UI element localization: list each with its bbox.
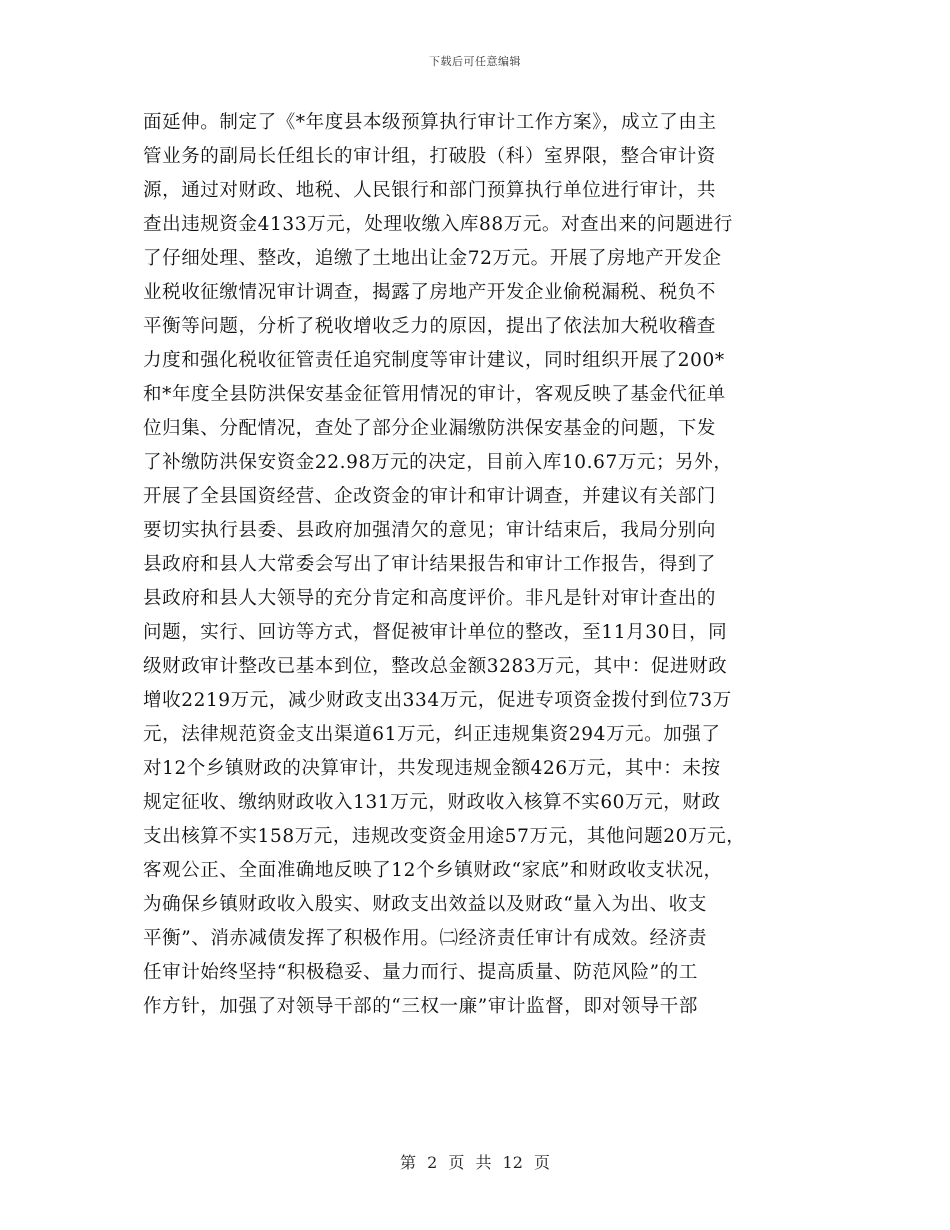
- body-line: 源，通过对财政、地税、人民银行和部门预算执行单位进行审计，共: [143, 180, 717, 201]
- body-line: 作方针，加强了对领导干部的“三权一廉”审计监督，即对领导干部: [143, 996, 698, 1017]
- body-line: 为确保乡镇财政收入殷实、财政支出效益以及财政“量入为出、收支: [143, 894, 707, 915]
- body-line: 开展了全县国资经营、企改资金的审计和审计调查，并建议有关部门: [143, 486, 717, 507]
- body-line: 问题，实行、回访等方式，督促被审计单位的整改，至11月30日，同: [143, 622, 728, 643]
- body-line: 力度和强化税收征管责任追究制度等审计建议，同时组织开展了200*: [143, 350, 725, 371]
- body-line: 级财政审计整改已基本到位，整改总金额3283万元，其中：促进财政: [143, 656, 728, 677]
- body-line: 支出核算不实158万元，违规改变资金用途57万元，其他问题20万元，: [143, 826, 746, 847]
- body-line: 和*年度全县防洪保安基金征管用情况的审计，客观反映了基金代征单: [143, 384, 726, 405]
- body-line: 客观公正、全面准确地反映了12个乡镇财政“家底”和财政收支状况，: [143, 860, 723, 881]
- body-line: 任审计始终坚持“积极稳妥、量力而行、提高质量、防范风险”的工: [143, 962, 698, 983]
- page-header: 下载后可任意编辑: [429, 55, 521, 68]
- body-line: 管业务的副局长任组长的审计组，打破股（科）室界限，整合审计资: [143, 146, 717, 167]
- body-line: 查出违规资金4133万元，处理收缴入库88万元。对查出来的问题进行: [143, 214, 733, 235]
- body-line: 位归集、分配情况，查处了部分企业漏缴防洪保安基金的问题，下发: [143, 418, 717, 439]
- body-line: 了补缴防洪保安资金22.98万元的决定，目前入库10.67万元；另外，: [143, 452, 733, 473]
- body-line: 平衡等问题，分析了税收增收乏力的原因，提出了依法加大税收稽查: [143, 316, 717, 337]
- body-line: 要切实执行县委、县政府加强清欠的意见；审计结束后，我局分别向: [143, 520, 717, 541]
- body-line: 元，法律规范资金支出渠道61万元，纠正违规集资294万元。加强了: [143, 724, 721, 745]
- body-line: 业税收征缴情况审计调查，揭露了房地产开发企业偷税漏税、税负不: [143, 282, 717, 303]
- document-body: [143, 106, 833, 1024]
- body-line: 规定征收、缴纳财政收入131万元，财政收入核算不实60万元，财政: [143, 792, 721, 813]
- body-line: 平衡”、消赤减债发挥了积极作用。㈡经济责任审计有成效。经济责: [143, 928, 707, 949]
- body-line: 了仔细处理、整改，追缴了土地出让金72万元。开展了房地产开发企: [143, 248, 722, 269]
- body-line: 面延伸。制定了《*年度县本级预算执行审计工作方案》，成立了由主: [143, 112, 717, 133]
- body-line: 对12个乡镇财政的决算审计，共发现违规金额426万元，其中：未按: [143, 758, 721, 779]
- body-line: 县政府和县人大领导的充分肯定和高度评价。非凡是针对审计查出的: [143, 588, 717, 609]
- body-line: 县政府和县人大常委会写出了审计结果报告和审计工作报告，得到了: [143, 554, 717, 575]
- page-number: 第 2 页 共 12 页: [400, 1153, 550, 1172]
- body-line: 增收2219万元，减少财政支出334万元，促进专项资金拨付到位73万: [143, 690, 732, 711]
